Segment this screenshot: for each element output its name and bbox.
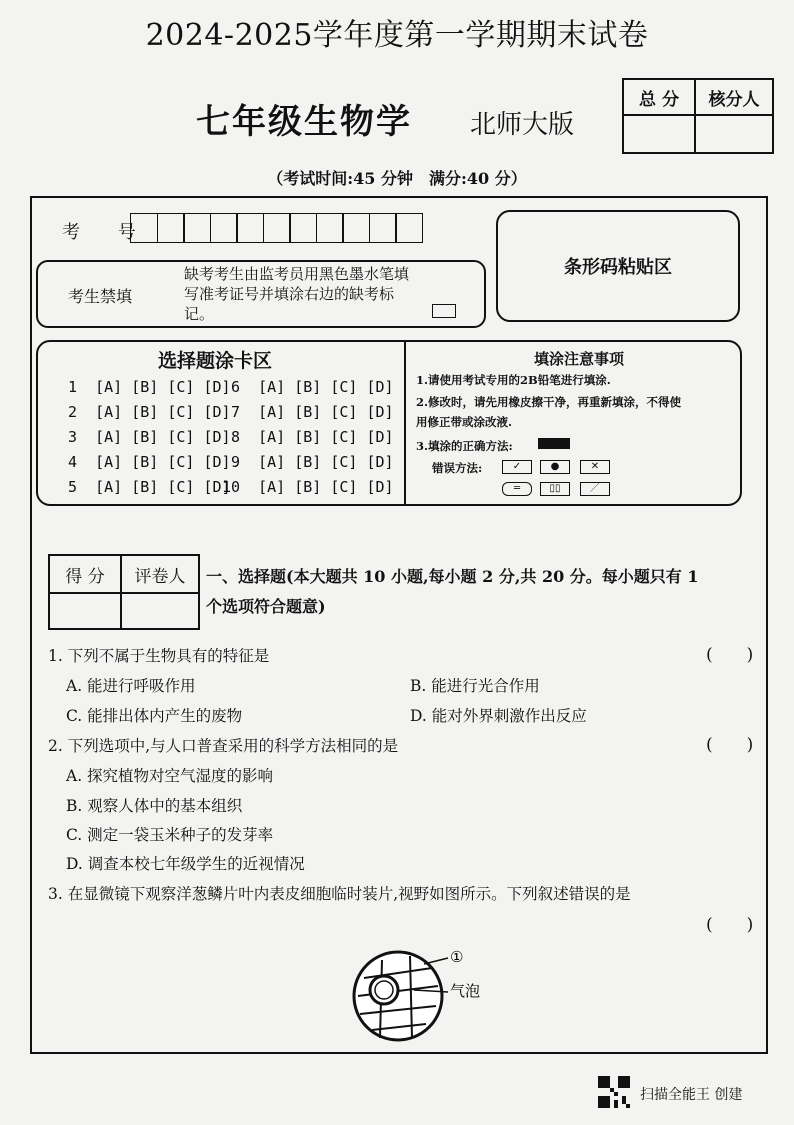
barcode-area xyxy=(496,210,740,322)
correct-fill-sample xyxy=(538,438,570,449)
absent-mark-box[interactable] xyxy=(432,304,456,318)
qr-code-icon xyxy=(598,1076,630,1108)
edition-label: 北师大版 xyxy=(470,110,575,140)
option: B. 观察人体中的基本组织 xyxy=(66,797,243,815)
barcode-label: 条形码粘贴区 xyxy=(564,257,672,278)
total-score-cell[interactable] xyxy=(624,114,696,152)
omr-row[interactable]: 3 [A] [B] [C] [D] xyxy=(68,428,231,446)
option: C. 能排出体内产生的废物 xyxy=(66,707,243,725)
omr-row[interactable]: 6 [A] [B] [C] [D] xyxy=(222,378,394,396)
digit-box[interactable] xyxy=(183,213,211,243)
section-heading-line1: 一、选择题(本大题共 10 小题,每小题 2 分,共 20 分。每小题只有 1 xyxy=(206,567,699,586)
omr-area xyxy=(36,340,742,506)
wrong-check-icon: ✓ xyxy=(502,460,532,474)
wrong-strike-icon: ═ xyxy=(502,482,532,496)
section-heading-line2: 个选项符合题意) xyxy=(206,597,326,616)
omr-row[interactable]: 2 [A] [B] [C] [D] xyxy=(68,403,231,421)
scanner-watermark: 扫描全能王 创建 xyxy=(640,1087,743,1103)
question-stem: 3. 在显微镜下观察洋葱鳞片叶内表皮细胞临时装片,视野如图所示。下列叙述错误的是 xyxy=(48,885,631,903)
absent-box xyxy=(36,260,486,328)
omr-row[interactable]: 8 [A] [B] [C] [D] xyxy=(222,428,394,446)
section-heading xyxy=(206,562,766,622)
answer-bracket[interactable]: ( ) xyxy=(706,645,754,665)
omr-row[interactable]: 7 [A] [B] [C] [D] xyxy=(222,403,394,421)
wrong-cross-icon: ✕ xyxy=(580,460,610,474)
option: A. 探究植物对空气湿度的影响 xyxy=(66,767,274,785)
subject-title: 七年级生物学 xyxy=(196,102,412,142)
exam-info: （考试时间:45 分钟 满分:40 分） xyxy=(267,169,527,188)
exam-number-label: 考 号 xyxy=(62,222,152,243)
answer-bracket[interactable]: ( ) xyxy=(706,915,754,935)
omr-divider xyxy=(404,342,406,504)
question-stem: 1. 下列不属于生物具有的特征是 xyxy=(48,647,270,665)
omr-row[interactable]: 4 [A] [B] [C] [D] xyxy=(68,453,231,471)
exam-number-boxes[interactable] xyxy=(130,213,422,243)
option: A. 能进行呼吸作用 xyxy=(66,677,196,695)
omr-title: 选择题涂卡区 xyxy=(158,350,273,372)
question-stem: 2. 下列选项中,与人口普查采用的科学方法相同的是 xyxy=(48,737,399,755)
omr-row[interactable]: 10 [A] [B] [C] [D] xyxy=(222,478,394,496)
note-1: 1.请使用考试专用的2B铅笔进行填涂. xyxy=(416,373,611,387)
absent-label: 考生禁填 xyxy=(68,287,133,306)
digit-box[interactable] xyxy=(157,213,185,243)
omr-row[interactable]: 9 [A] [B] [C] [D] xyxy=(222,453,394,471)
figure-label-1: ① xyxy=(450,948,464,966)
option: B. 能进行光合作用 xyxy=(410,677,540,695)
grader-name-cell[interactable] xyxy=(120,592,200,628)
total-score-label: 总 分 xyxy=(624,80,696,116)
digit-box[interactable] xyxy=(342,213,370,243)
digit-box[interactable] xyxy=(263,213,291,243)
answer-bracket[interactable]: ( ) xyxy=(706,735,754,755)
option: D. 调查本校七年级学生的近视情况 xyxy=(66,855,305,873)
grader-score-label: 得 分 xyxy=(50,556,122,594)
note-3: 3.填涂的正确方法: xyxy=(416,439,513,453)
digit-box[interactable] xyxy=(210,213,238,243)
note-2a: 2.修改时，请先用橡皮擦干净，再重新填涂，不得使 xyxy=(416,395,682,409)
microscope-field-figure xyxy=(352,944,512,1050)
grader-score-cell[interactable] xyxy=(50,592,122,628)
checker-label: 核分人 xyxy=(694,80,774,116)
digit-box[interactable] xyxy=(130,213,158,243)
absent-instructions: 缺考考生由监考员用黑色墨水笔填写准考证号并填涂右边的缺考标记。 xyxy=(184,265,410,323)
figure-label-bubble: 气泡 xyxy=(450,982,481,1000)
digit-box[interactable] xyxy=(289,213,317,243)
option: D. 能对外界刺激作出反应 xyxy=(410,707,587,725)
omr-row[interactable]: 1 [A] [B] [C] [D] xyxy=(68,378,231,396)
option: C. 测定一袋玉米种子的发芽率 xyxy=(66,826,274,844)
wrong-split-icon: ▯▯ xyxy=(540,482,570,496)
exam-title: 2024-2025学年度第一学期期末试卷 xyxy=(145,18,649,53)
digit-box[interactable] xyxy=(236,213,264,243)
wrong-method-label: 错误方法: xyxy=(432,461,483,475)
wrong-dot-icon: ● xyxy=(540,460,570,474)
checker-cell[interactable] xyxy=(694,114,774,152)
grader-name-label: 评卷人 xyxy=(120,556,200,594)
note-2b: 用修正带或涂改液. xyxy=(416,415,513,429)
notes-title: 填涂注意事项 xyxy=(534,350,625,368)
digit-box[interactable] xyxy=(369,213,397,243)
digit-box[interactable] xyxy=(316,213,344,243)
total-score-table xyxy=(622,78,774,154)
digit-box[interactable] xyxy=(395,213,423,243)
omr-row[interactable]: 5 [A] [B] [C] [D] xyxy=(68,478,231,496)
wrong-slash-icon: ／ xyxy=(580,482,610,496)
grader-table xyxy=(48,554,200,630)
